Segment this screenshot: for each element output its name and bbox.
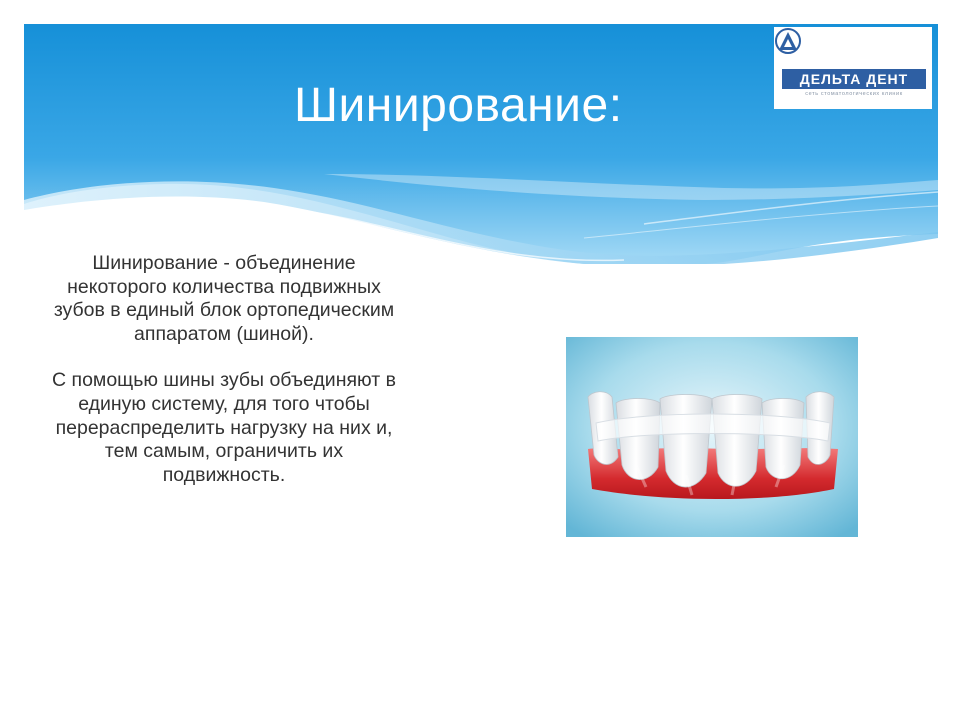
slide-title: Шинирование: xyxy=(294,79,623,132)
logo-tagline: сеть стоматологических клиник xyxy=(805,91,903,97)
teeth-splint-image xyxy=(566,337,858,537)
delta-logo-icon xyxy=(774,27,802,61)
definition-paragraph: Шинирование - объединение некоторого количества подвижных зубов в единый блок ортопедическим аппаратом (шиной). xyxy=(53,252,395,345)
body-text xyxy=(44,252,404,487)
logo-name: ДЕЛЬТА ДЕНТ xyxy=(799,71,909,87)
company-logo xyxy=(774,27,932,109)
purpose-paragraph: С помощью шины зубы объединяют в единую систему, для того чтобы перераспределить нагрузку на них и, тем самым, ограничить их подвижность. xyxy=(52,369,396,486)
